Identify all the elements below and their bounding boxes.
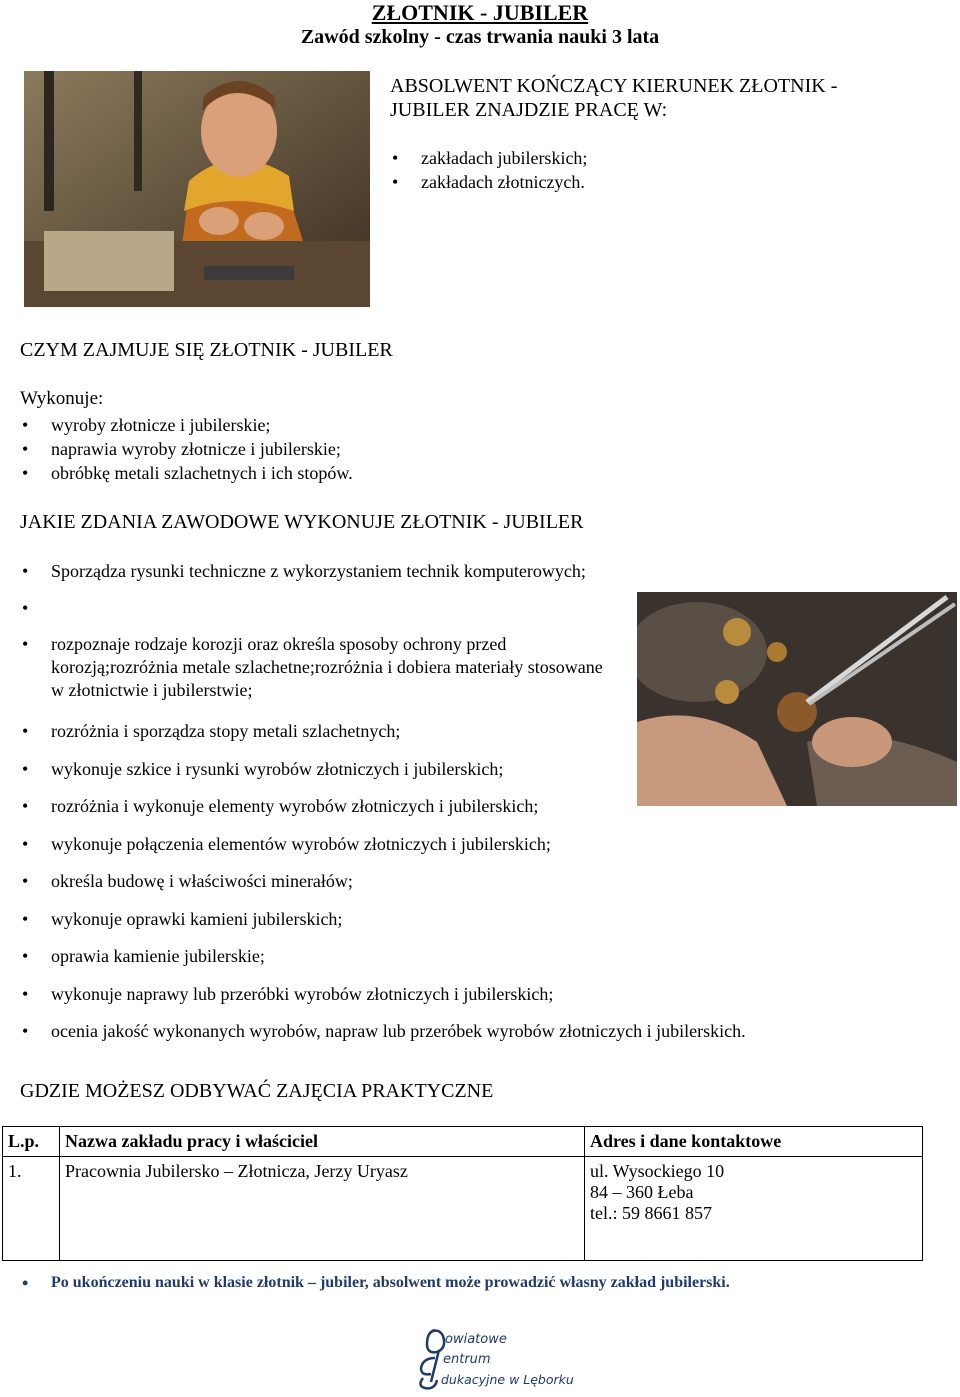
table-header-row [3,1127,923,1157]
list-item: • wyroby złotnicze i jubilerskie; [20,413,720,437]
list-item: • zakładach jubilerskich; [390,146,910,170]
list-item: • obróbkę metali szlachetnych i ich stopów. [20,461,720,485]
about-list [20,413,720,485]
list-item: • ocenia jakość wykonanych wyrobów, napraw lub przeróbek wyrobów złotniczych i jubilerskich. [20,1020,940,1043]
jeweler-photo-graphic [24,71,370,307]
list-item: • rozróżnia i wykonuje elementy wyrobów złotniczych i jubilerskich; [20,795,940,818]
school-logo [405,1322,605,1392]
jeweler-photo [24,71,370,307]
graduate-list [390,146,910,194]
list-item: • zakładach złotniczych. [390,170,910,194]
list-item [20,597,680,620]
column-header: Nazwa zakładu pracy i właściciel [60,1127,585,1157]
practice-table [2,1126,923,1261]
list-item: • naprawia wyroby złotnicze i jubilerskie; [20,437,720,461]
list-item: • oprawia kamienie jubilerskie; [20,945,940,968]
note-item [20,1272,940,1294]
list-item: • rozpoznaje rodzaje korozji oraz określa sposoby ochrony przed korozją;rozróżnia metale szlachetne;rozróżnia i dobiera materiały stosowane w złotnictwie i jubilerstwie; [20,633,606,702]
note-text: Po ukończeniu nauki w klasie złotnik – jubiler, absolwent może prowadzić własny zakład jubilerski. [51,1274,730,1291]
logo-line-1: owiatowe [445,1332,507,1347]
practice-heading: GDZIE MOŻESZ ODBYWAĆ ZAJĘCIA PRAKTYCZNE [20,1080,494,1102]
list-item: • określa budowę i właściwości minerałów; [20,870,940,893]
page-subtitle: Zawód szkolny - czas trwania nauki 3 lata [300,26,660,48]
table-cell: 1. [3,1157,60,1261]
column-header: L.p. [3,1127,60,1157]
column-header: Adres i dane kontaktowe [585,1127,923,1157]
address-phone: tel.: 59 8661 857 [590,1203,712,1223]
tasks-list-bottom [20,720,940,1043]
graduate-heading: ABSOLWENT KOŃCZĄCY KIERUNEK ZŁOTNIK - JUBILER ZNAJDZIE PRACĘ W: [390,75,838,121]
table-cell-address [585,1157,923,1261]
list-item: • Sporządza rysunki techniczne z wykorzystaniem technik komputerowych; [20,560,731,583]
page-title: ZŁOTNIK - JUBILER [371,0,589,25]
address-street: ul. Wysockiego 10 [590,1161,725,1181]
table-cell: Pracownia Jubilersko – Złotnicza, Jerzy Uryasz [60,1157,585,1261]
list-item: • wykonuje naprawy lub przeróbki wyrobów złotniczych i jubilerskich; [20,983,940,1006]
tasks-heading: JAKIE ZDANIA ZAWODOWE WYKONUJE ZŁOTNIK - JUBILER [20,511,584,533]
about-heading: CZYM ZAJMUJE SIĘ ZŁOTNIK - JUBILER [20,339,393,361]
list-item: • wykonuje połączenia elementów wyrobów złotniczych i jubilerskich; [20,833,940,856]
list-item: • rozróżnia i sporządza stopy metali szlachetnych; [20,720,940,743]
list-item: • wykonuje oprawki kamieni jubilerskich; [20,908,940,931]
list-item: • wykonuje szkice i rysunki wyrobów złotniczych i jubilerskich; [20,758,940,781]
logo-line-2: entrum [443,1352,491,1367]
address-city: 84 – 360 Łeba [590,1182,694,1202]
tasks-list-top [20,560,680,702]
table-row [3,1157,923,1261]
logo-line-3: dukacyjne w Lęborku [441,1372,574,1387]
note-list [20,1272,940,1294]
about-intro: Wykonuje: [20,388,104,409]
